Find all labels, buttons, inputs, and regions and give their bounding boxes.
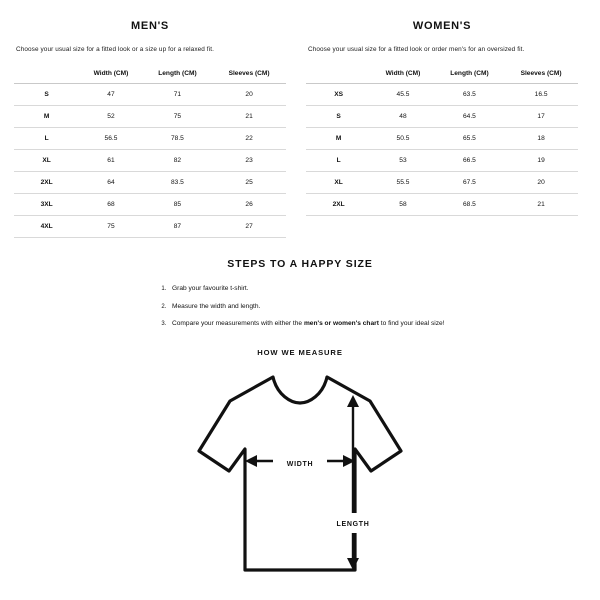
cell-width: 68 bbox=[79, 194, 142, 216]
table-row bbox=[306, 194, 578, 216]
cell-size: M bbox=[306, 128, 371, 150]
length-arrow-top-head bbox=[347, 395, 359, 407]
womens-header-width: Width (CM) bbox=[371, 63, 434, 84]
table-row bbox=[14, 216, 286, 238]
womens-title: WOMEN'S bbox=[412, 20, 472, 32]
cell-length: 87 bbox=[143, 216, 213, 238]
table-row bbox=[14, 84, 286, 106]
cell-length: 83.5 bbox=[143, 172, 213, 194]
cell-width: 50.5 bbox=[371, 128, 434, 150]
mens-header-length: Length (CM) bbox=[143, 63, 213, 84]
cell-sleeves: 21 bbox=[504, 194, 578, 216]
cell-width: 58 bbox=[371, 194, 434, 216]
list-item bbox=[168, 284, 450, 295]
how-we-measure-section bbox=[14, 348, 586, 580]
womens-header-size bbox=[306, 63, 371, 84]
cell-size: S bbox=[306, 106, 371, 128]
tshirt-diagram-wrap bbox=[14, 365, 586, 580]
cell-size: M bbox=[14, 106, 79, 128]
cell-width: 48 bbox=[371, 106, 434, 128]
cell-width: 75 bbox=[79, 216, 142, 238]
cell-width: 47 bbox=[79, 84, 142, 106]
step-text: Grab your favourite t-shirt. bbox=[172, 285, 249, 293]
table-row bbox=[14, 128, 286, 150]
cell-size: L bbox=[14, 128, 79, 150]
cell-sleeves: 26 bbox=[212, 194, 286, 216]
cell-width: 53 bbox=[371, 150, 434, 172]
cell-sleeves: 16.5 bbox=[504, 84, 578, 106]
cell-sleeves: 27 bbox=[212, 216, 286, 238]
table-row bbox=[14, 106, 286, 128]
table-row bbox=[14, 150, 286, 172]
length-label: LENGTH bbox=[336, 520, 370, 528]
cell-sleeves: 25 bbox=[212, 172, 286, 194]
cell-width: 55.5 bbox=[371, 172, 434, 194]
cell-length: 65.5 bbox=[435, 128, 505, 150]
cell-size: 2XL bbox=[306, 194, 371, 216]
cell-length: 66.5 bbox=[435, 150, 505, 172]
cell-length: 71 bbox=[143, 84, 213, 106]
cell-sleeves: 17 bbox=[504, 106, 578, 128]
table-row bbox=[306, 150, 578, 172]
length-arrow-bottom-head bbox=[347, 558, 359, 570]
cell-sleeves: 19 bbox=[504, 150, 578, 172]
table-header-row bbox=[306, 63, 578, 84]
mens-header-sleeves: Sleeves (CM) bbox=[212, 63, 286, 84]
cell-size: XS bbox=[306, 84, 371, 106]
mens-header-width: Width (CM) bbox=[79, 63, 142, 84]
cell-width: 52 bbox=[79, 106, 142, 128]
cell-size: L bbox=[306, 150, 371, 172]
cell-width: 45.5 bbox=[371, 84, 434, 106]
table-row bbox=[14, 194, 286, 216]
cell-sleeves: 23 bbox=[212, 150, 286, 172]
table-header-row bbox=[14, 63, 286, 84]
cell-size: 3XL bbox=[14, 194, 79, 216]
cell-length: 64.5 bbox=[435, 106, 505, 128]
step-text-strong: men's or women's chart bbox=[303, 320, 379, 328]
list-item bbox=[168, 302, 450, 313]
cell-width: 64 bbox=[79, 172, 142, 194]
cell-sleeves: 20 bbox=[212, 84, 286, 106]
steps-title: STEPS TO A HAPPY SIZE bbox=[227, 258, 373, 271]
cell-length: 67.5 bbox=[435, 172, 505, 194]
cell-width: 61 bbox=[79, 150, 142, 172]
womens-description: Choose your usual size for a fitted look or order men's for an oversized fit. bbox=[308, 46, 525, 53]
cell-size: XL bbox=[306, 172, 371, 194]
table-row bbox=[306, 84, 578, 106]
mens-size-section bbox=[14, 14, 286, 238]
table-row bbox=[306, 128, 578, 150]
steps-list bbox=[150, 284, 450, 330]
list-item bbox=[168, 319, 450, 330]
cell-size: 2XL bbox=[14, 172, 79, 194]
womens-header-length: Length (CM) bbox=[435, 63, 505, 84]
measure-title: HOW WE MEASURE bbox=[257, 347, 343, 357]
step-text-suffix: to find your ideal size! bbox=[378, 320, 445, 328]
cell-sleeves: 22 bbox=[212, 128, 286, 150]
mens-title: MEN'S bbox=[131, 20, 169, 32]
cell-size: S bbox=[14, 84, 79, 106]
size-charts-row bbox=[14, 14, 586, 238]
cell-length: 82 bbox=[143, 150, 213, 172]
cell-length: 78.5 bbox=[143, 128, 213, 150]
mens-size-table bbox=[14, 63, 286, 238]
womens-size-section bbox=[306, 14, 578, 238]
mens-description: Choose your usual size for a fitted look or a size up for a relaxed fit. bbox=[16, 46, 214, 53]
cell-length: 75 bbox=[143, 106, 213, 128]
cell-sleeves: 20 bbox=[504, 172, 578, 194]
womens-header-sleeves: Sleeves (CM) bbox=[504, 63, 578, 84]
table-row bbox=[14, 172, 286, 194]
cell-size: 4XL bbox=[14, 216, 79, 238]
width-arrow-left-head bbox=[245, 455, 257, 467]
step-text: Measure the width and length. bbox=[172, 302, 261, 310]
table-row bbox=[306, 172, 578, 194]
cell-sleeves: 21 bbox=[212, 106, 286, 128]
womens-size-table bbox=[306, 63, 578, 216]
cell-width: 56.5 bbox=[79, 128, 142, 150]
tshirt-outline bbox=[199, 377, 401, 570]
table-row bbox=[306, 106, 578, 128]
mens-header-size bbox=[14, 63, 79, 84]
cell-length: 68.5 bbox=[435, 194, 505, 216]
cell-length: 85 bbox=[143, 194, 213, 216]
cell-length: 63.5 bbox=[435, 84, 505, 106]
step-text-prefix: Compare your measurements with either the bbox=[172, 320, 304, 328]
cell-sleeves: 18 bbox=[504, 128, 578, 150]
tshirt-diagram-icon bbox=[185, 365, 415, 580]
steps-section bbox=[14, 258, 586, 330]
cell-size: XL bbox=[14, 150, 79, 172]
width-label: WIDTH bbox=[286, 460, 314, 468]
